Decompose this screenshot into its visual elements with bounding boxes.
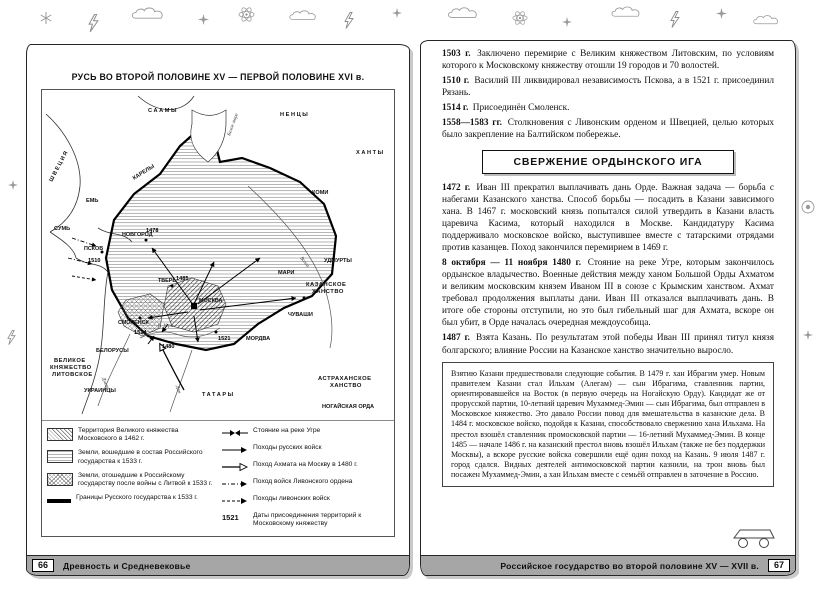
map-label: ХАНТЫ	[356, 150, 385, 156]
entry-text: Взята Казань. По результатам этой победы Иван III принял титул князя болгарского; влияние России на Казанское ханство значительно выросло.	[442, 333, 775, 356]
lightning-icon	[7, 330, 16, 345]
entry-date: 1503 г.	[442, 49, 471, 59]
map-label: ШВЕЦИЯ	[48, 149, 71, 183]
moscow-marker	[191, 303, 197, 309]
map-label: Днепр	[100, 376, 110, 391]
legend-item	[47, 427, 214, 443]
page-number: 66	[32, 559, 54, 573]
note-box	[442, 362, 774, 488]
text-column	[421, 41, 795, 487]
map-label: ТАТАРЫ	[202, 392, 235, 398]
lightning-icon	[670, 11, 680, 28]
dashdot-arrow-icon	[222, 479, 248, 489]
entry-date: 1472 г.	[442, 182, 471, 193]
map-date: 1521	[218, 336, 231, 342]
legend-item	[47, 494, 214, 503]
legend-date: 1521	[222, 513, 239, 522]
dashed-arrow-icon	[222, 496, 248, 506]
map-legend	[42, 420, 394, 536]
section-title: Древность и Средневековье	[63, 560, 191, 571]
entry-text: Присоединён Смоленск.	[472, 103, 570, 114]
cloud-icon	[446, 6, 482, 20]
lightning-icon	[344, 12, 354, 29]
map-label: ХАНСТВО	[330, 383, 362, 389]
legend-area-column	[47, 427, 214, 528]
hatch-cross-swatch	[47, 473, 73, 486]
star-icon	[716, 8, 727, 19]
section-title: Российское государство во второй половине XV — XVII в.	[500, 560, 759, 571]
legend-item	[222, 461, 389, 472]
map-label: КОМИ	[312, 190, 329, 196]
map-label: МОРДВА	[246, 336, 271, 342]
star-icon	[562, 17, 572, 27]
legend-label: Земли, отошедшие к Российскому государству после войны с Литвой к 1533 г.	[78, 471, 213, 487]
legend-label: Поход войск Ливонского ордена	[253, 478, 353, 485]
solid-arrow-icon	[222, 445, 248, 455]
historical-map	[42, 90, 394, 420]
legend-item	[47, 472, 214, 488]
entry-date: 8 октября — 11 ноября 1480 г.	[442, 258, 582, 269]
map-label: МАРИ	[278, 270, 295, 276]
map-date: 1510	[88, 258, 101, 264]
entry-date: 1510 г.	[442, 76, 470, 87]
legend-label: Стояние на реке Угре	[253, 427, 321, 434]
atom-icon	[238, 6, 255, 23]
atom-icon	[512, 10, 528, 26]
map-label: УКРАИНЦЫ	[84, 388, 116, 394]
map-section	[27, 45, 409, 537]
map-label: Волга	[298, 256, 310, 269]
map-label: ЧУВАШИ	[288, 312, 313, 318]
map-frame	[41, 89, 395, 537]
timeline-entry	[442, 75, 774, 99]
border-line-swatch	[47, 499, 71, 503]
entry-text: Заключено перемирие с Великим княжеством Литовским, по условиям которого к Московскому княжеству отошли 19 городов и 70 волостей.	[442, 49, 774, 72]
map-label: ПСКОВ	[84, 246, 104, 252]
map-label: ВЕЛИКОЕ	[54, 358, 86, 364]
legend-item	[222, 427, 389, 438]
star-icon	[198, 14, 209, 25]
map-label: Белое море	[227, 112, 240, 137]
star-icon	[8, 180, 18, 190]
map-label: ЕМЬ	[86, 198, 99, 204]
map-label: НОГАЙСКАЯ ОРДА	[322, 404, 375, 410]
map-label: УДМУРТЫ	[324, 258, 352, 264]
map-label: ХАНСТВО	[312, 289, 344, 295]
entry-date: 1514 г.	[442, 103, 469, 114]
asterisk-icon	[40, 12, 52, 24]
page-number: 67	[768, 559, 790, 573]
map-date: 1480	[162, 344, 175, 350]
entry-text: Иван III прекратил выплачивать дань Орде. Важная задача — борьба с набегами Казанского ханства. Способ борьбы — посадить в Казани зависимого хана. В 1467 г. московский князь попытался силой утвердить в Казани власть царевича Касима, который находился в Москве. Кандидатуру Касима поддерживало московское войско, выступившее вместе с татарскими отрядами против казанцев. Поход закончился перемирием в 1469 г.	[442, 182, 774, 253]
target-icon	[801, 200, 815, 214]
legend-label: Даты присоединения территорий к Московскому княжеству	[253, 512, 362, 528]
star-icon	[803, 330, 813, 340]
map-label: АСТРАХАНСКОЕ	[318, 376, 372, 382]
timeline-entry	[442, 48, 774, 72]
map-label: БЕЛОРУСЫ	[96, 348, 129, 354]
map-title: РУСЬ ВО ВТОРОЙ ПОЛОВИНЕ XV — ПЕРВОЙ ПОЛОВИНЕ XVI в.	[71, 72, 365, 82]
standoff-arrows-icon	[222, 428, 248, 438]
map-label: НОВГОРОД	[122, 232, 153, 238]
timeline-entry	[442, 117, 774, 141]
map-date: 1514	[134, 330, 147, 336]
entry-text: Стояние на реке Угре, которым закончилось ордынское владычество. Военные действия между ханом Большой Орды Ахматом и великим московским князем Иваном III в союзе с Крымским ханством. Ахмат требовал продолжения выплаты дани. Иван III отказался выплачивать дань. В итоге обе стороны отступили, но это был гибельный шаг для Ахмата, вскоре он был убит, в Орде началась очередная междоусобица.	[442, 258, 774, 329]
legend-label: Земли, вошедшие в состав Российского государства к 1533 г.	[78, 449, 203, 465]
map-label: СУМЬ	[54, 226, 71, 232]
map-label: МОСКВА	[199, 298, 223, 304]
left-page	[26, 44, 410, 576]
right-footer	[421, 555, 795, 575]
legend-label: Территория Великого княжества Московского в 1462 г.	[78, 427, 179, 443]
left-footer	[27, 555, 409, 575]
map-label: КАЗАНСКОЕ	[306, 282, 347, 288]
legend-label: Поход Ахмата на Москву в 1480 г.	[253, 461, 358, 468]
map-label: КАРЕЛЫ	[131, 163, 156, 182]
cloud-icon	[752, 14, 782, 26]
cloud-icon	[610, 5, 644, 19]
hatch-horizontal-swatch	[47, 450, 73, 463]
legend-item	[222, 478, 389, 489]
right-page	[420, 40, 796, 576]
star-icon	[392, 8, 402, 18]
legend-label: Границы Русского государства к 1533 г.	[76, 494, 198, 502]
legend-item	[222, 495, 389, 506]
arrow-livonian-troops	[72, 276, 96, 280]
map-label: Дон	[174, 385, 182, 395]
map-label: КНЯЖЕСТВО	[50, 365, 92, 371]
note-text: Взятию Казани предшествовали следующие события. В 1479 г. хан Ибрагим умер. Новым правителем Казани стал Ильхам (Алегам) — сын Ибрагима, ставленник партии, ориентировавшейся на Восток (в первую очередь на Ногайскую Орду). Кандидат же от прорусской партии, 10-летний царевич Мухаммед-Эмин — сын Ибрагима, был отправлен в Московское княжество. Это давало России повод для вмешательства в казанские дела. В 1484 г. московское войско, подойдя к Казани, способствовало свержению хана Ильхама. На престол взошёл ставленник промосковской партии — 16-летний Мухаммед-Эмин. В конце 1485 — начале 1486 г. на казанский престол вновь взошёл Ильхам (также не без поддержки Москвы), а вскоре русские войска совершили ещё один поход на Казань. 9 июля 1487 г. город сдался. Видных деятелей антимосковской партии казнили, на трон вновь был посажен Мухаммед-Эмин, а хан Ильхам вместе с семьёй отправлен в заточение в Россию.	[451, 368, 765, 480]
legend-item	[222, 512, 389, 528]
legend-item	[222, 444, 389, 455]
timeline-entry	[442, 257, 774, 329]
map-label: ЛИТОВСКОЕ	[52, 372, 93, 378]
arrow-akhmat-1480	[160, 344, 184, 390]
entry-date: 1558—1583 гг.	[442, 118, 502, 129]
map-label: СААМЫ	[148, 108, 179, 114]
entry-date: 1487 г.	[442, 333, 471, 344]
map-label: СМОЛЕНСК	[118, 320, 149, 326]
hatch-diagonal-swatch	[47, 428, 73, 441]
legend-label: Походы ливонских войск	[253, 495, 330, 502]
map-label: ТВЕРЬ	[158, 278, 177, 284]
map-date: 1478	[146, 228, 159, 234]
entry-text: Василий III ликвидировал независимость Пскова, а в 1521 г. присоединил Рязань.	[442, 76, 775, 99]
legend-line-column	[222, 427, 389, 528]
map-date: 1485	[176, 276, 189, 282]
cloud-icon	[288, 9, 320, 22]
timeline-entry	[442, 182, 774, 254]
entry-text: Столкновения с Ливонским орденом и Швецией, целью которых было закрепление на Балтийском побережье.	[442, 118, 774, 141]
cart-icon	[731, 523, 777, 549]
open-arrow-icon	[222, 462, 248, 472]
map-label: р. Угра	[158, 324, 174, 329]
lightning-icon	[88, 14, 99, 32]
map-label: НЕНЦЫ	[280, 112, 310, 118]
cloud-icon	[130, 6, 168, 21]
section-heading: СВЕРЖЕНИЕ ОРДЫНСКОГО ИГА	[482, 150, 734, 174]
timeline-entry	[442, 332, 774, 356]
legend-item	[47, 449, 214, 465]
legend-label: Походы русских войск	[253, 444, 322, 451]
timeline-entry	[442, 102, 774, 114]
